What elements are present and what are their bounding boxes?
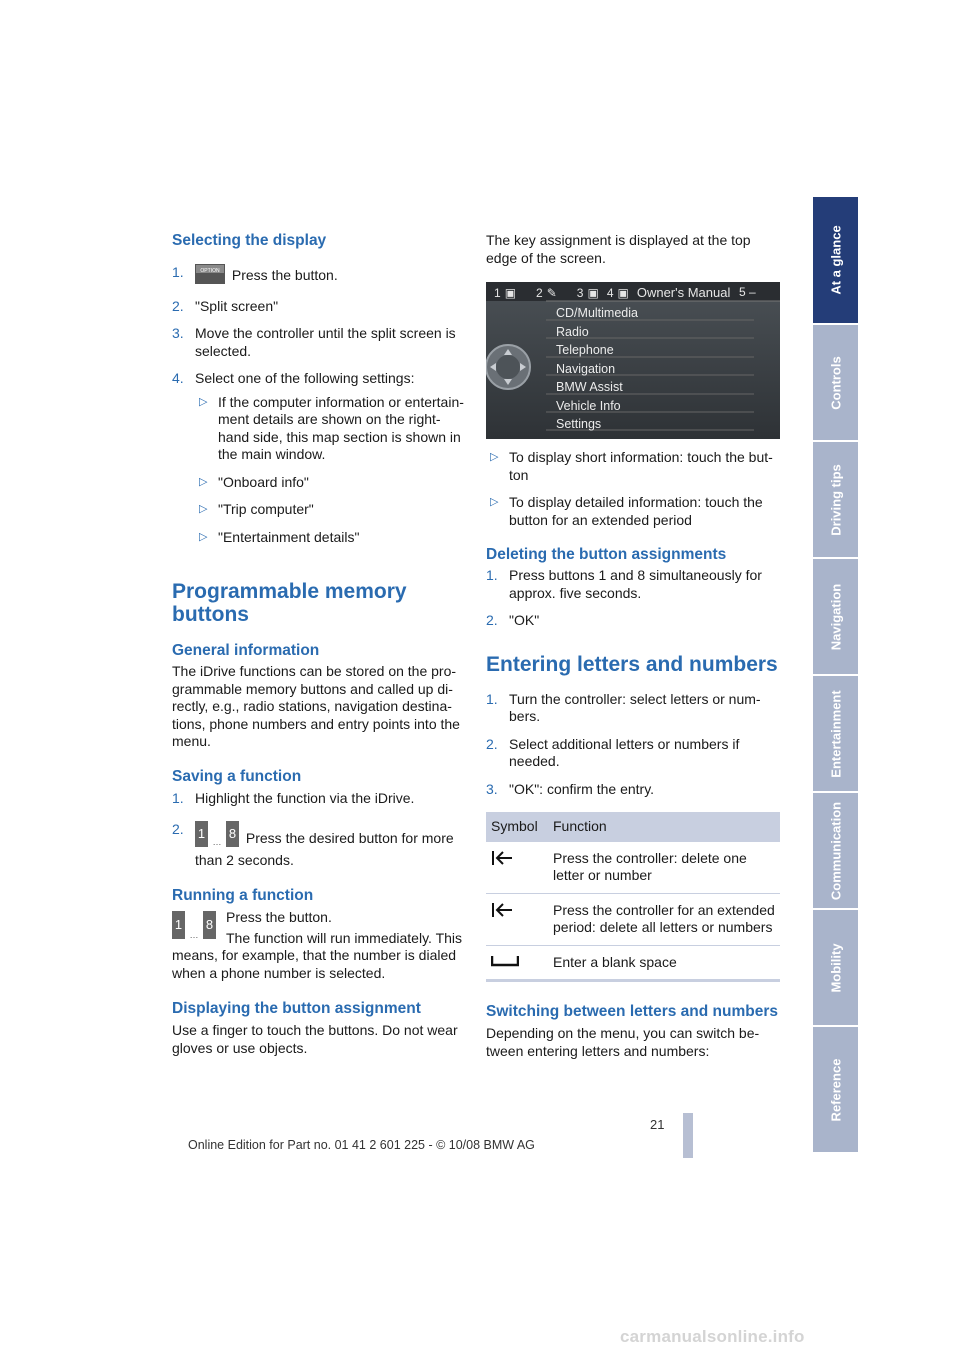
sel-bullet-1: ▷ If the computer information or entertain-ment details are shown on the right-hand side, this map section is shown in the main window. — [199, 393, 464, 462]
bullet-triangle-icon: ▷ — [490, 496, 499, 508]
svg-text:8: 8 — [228, 826, 237, 841]
general-info-text: The iDrive functions can be stored on the pro-grammable memory buttons and called up di-rectly, e.g., radio stations, navigation destina-tions, phone numbers and entry points into the menu. — [172, 663, 460, 749]
enter-step-1: 1. Turn the controller: select letters or num-bers. — [486, 690, 761, 724]
tab-driving-tips[interactable]: Driving tips — [813, 442, 858, 557]
tab-navigation[interactable]: Navigation — [813, 559, 858, 674]
bullet-triangle-icon: ▷ — [199, 395, 208, 408]
sel-step-1: 1. OPTION Press the button. — [172, 264, 466, 289]
svg-text:1: 1 — [174, 917, 183, 932]
memory-buttons-icon — [172, 911, 216, 946]
left-column — [172, 232, 466, 1057]
delete-one-icon — [491, 853, 513, 869]
tab-at-a-glance[interactable]: At a glance — [813, 197, 858, 323]
tab-communication[interactable]: Communication — [813, 793, 858, 908]
svg-text:…: … — [189, 930, 199, 940]
bullet-triangle-icon: ▷ — [199, 475, 208, 488]
watermark: carmanualsonline.info — [620, 1327, 805, 1346]
sel-bullet-2: ▷ "Onboard info" — [199, 473, 309, 490]
table-row: Press the controller: delete one letter or number — [486, 842, 780, 894]
svg-text:8: 8 — [205, 917, 214, 932]
right-bullet-2: ▷ To display detailed information: touch the button for an extended period — [490, 494, 763, 528]
enter-step-3: 3. "OK": confirm the entry. — [486, 780, 655, 797]
delete-all-icon — [491, 905, 513, 921]
page-number-bar — [683, 1113, 693, 1158]
entering-letters-heading: Entering letters and numbers — [486, 652, 778, 676]
svg-text:1: 1 — [197, 826, 206, 841]
page-number: 21 — [650, 1117, 665, 1132]
sel-bullet-3: ▷ "Trip computer" — [199, 501, 314, 517]
sel-bullet-4: ▷ "Entertainment details" — [199, 528, 360, 545]
displaying-assignment-heading: Displaying the button assignment — [172, 1000, 421, 1017]
blank-space-icon — [491, 954, 519, 970]
bullet-triangle-icon: ▷ — [490, 451, 499, 463]
switching-heading: Switching between letters and numbers — [486, 1003, 778, 1020]
memory-buttons-icon — [195, 821, 239, 852]
right-bullet-1: ▷ To display short information: touch the but-ton — [490, 449, 773, 483]
table-row: Enter a blank space — [486, 945, 780, 981]
saving-function-heading: Saving a function — [172, 767, 302, 785]
displaying-assignment-text: Use a finger to touch the buttons. Do not wear gloves or use objects. — [172, 1022, 458, 1056]
enter-step-2: 2. Select additional letters or numbers if needed. — [486, 735, 740, 769]
selecting-display-heading: Selecting the display — [172, 232, 327, 249]
bullet-triangle-icon: ▷ — [199, 530, 208, 543]
tab-controls[interactable]: Controls — [813, 325, 858, 440]
bullet-triangle-icon: ▷ — [199, 503, 208, 515]
sel-step-4: 4. Select one of the following settings: — [172, 370, 415, 386]
chapter-tabs — [813, 197, 858, 1154]
screen-tab-bar: 1 ▣ 2 ✎ 3 ▣ 4 ▣ Owner's Manual — [494, 285, 731, 300]
tab-entertainment[interactable]: Entertainment — [813, 676, 858, 791]
option-button-icon — [195, 264, 225, 289]
running-function-block: 1 … 8 Press the button. The function will run immediately. This means, for example, that the number is dialed when a phone number is selected. — [172, 909, 463, 981]
table-row: Press the controller for an extended period: delete all letters or numbers — [486, 893, 780, 945]
sel-step-2: 2. "Split screen" — [172, 297, 279, 314]
svg-text:…: … — [212, 837, 222, 847]
running-function-heading: Running a function — [172, 887, 314, 904]
del-step-1: 1. Press buttons 1 and 8 simultaneously for approx. five seconds. — [486, 567, 762, 601]
screen-menu: CD/Multimedia Radio Telephone Navigation BMW Assist Vehicle Info Settings — [556, 306, 638, 431]
del-step-2: 2. "OK" — [486, 612, 540, 628]
symbol-table — [486, 812, 780, 982]
right-column — [486, 232, 780, 1060]
general-info-heading: General information — [172, 642, 320, 659]
idrive-screen-image: 1 ▣ 2 ✎ 3 ▣ 4 ▣ Owner's Manual 5 – CD/Multimedia Radio Telephone Navigation BMW Assist Vehicle Info Settings — [486, 282, 780, 439]
save-step-1: 1. Highlight the function via the iDrive. — [172, 789, 415, 806]
tab-mobility[interactable]: Mobility — [813, 910, 858, 1025]
key-assignment-text: The key assignment is displayed at the top edge of the screen. — [486, 232, 751, 266]
programmable-memory-heading: Programmable memory buttons — [172, 580, 407, 626]
switching-text: Depending on the menu, you can switch be-tween entering letters and numbers: — [486, 1025, 760, 1059]
save-step-2: 2. 1 … 8 Press the desired button for more than 2 seconds. — [172, 821, 454, 868]
table-header-row: Symbol Function — [486, 812, 780, 842]
deleting-assignments-heading: Deleting the button assignments — [486, 546, 727, 563]
footer-text: Online Edition for Part no. 01 41 2 601 225 - © 10/08 BMW AG — [188, 1138, 535, 1152]
sel-step-3: 3. Move the controller until the split screen is selected. — [172, 325, 456, 359]
svg-text:OPTION: OPTION — [200, 268, 220, 274]
tab-reference[interactable]: Reference — [813, 1027, 858, 1152]
